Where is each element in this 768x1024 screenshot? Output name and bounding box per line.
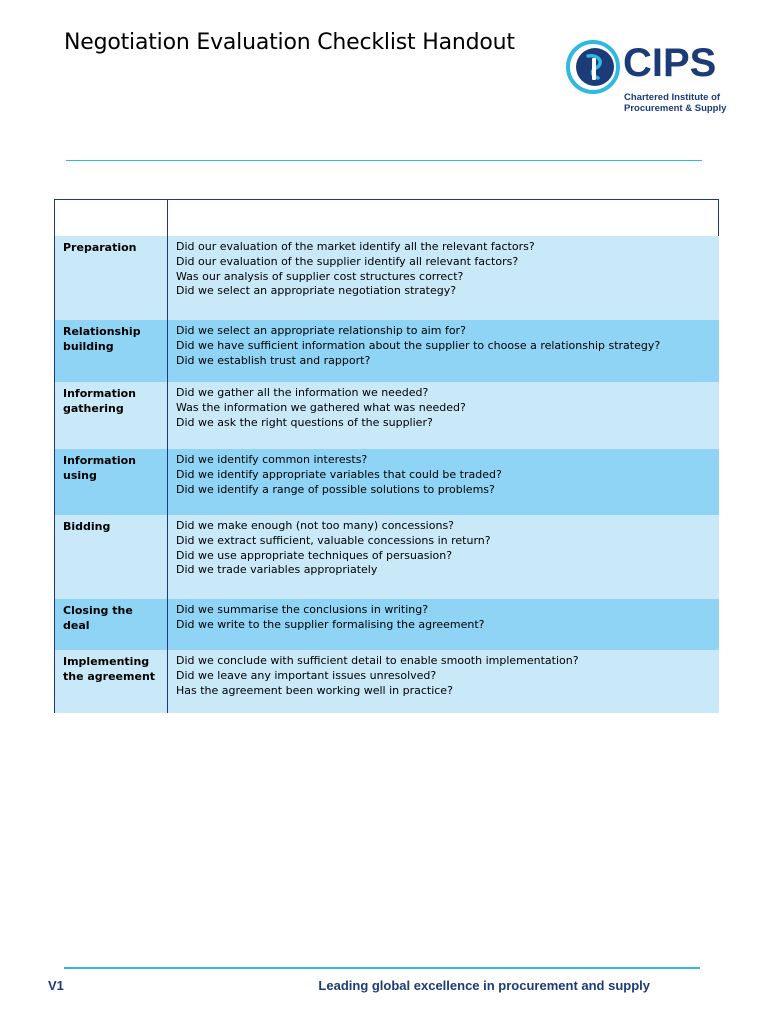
question-item: Did we conclude with sufficient detail to enable smooth implementation? <box>176 654 579 667</box>
stage-label: Preparation <box>55 236 168 320</box>
cips-wordmark: CIPS <box>623 41 717 85</box>
document-title: Negotiation Evaluation Checklist Handout <box>64 30 515 55</box>
stage-label: Implementing the agreement <box>55 650 168 713</box>
version-label: V1 <box>48 978 64 993</box>
question-list <box>168 382 719 449</box>
question-item: Did our evaluation of the supplier identify all relevant factors? <box>176 254 519 268</box>
question-list <box>168 449 719 515</box>
question-item: Did we use appropriate techniques of persuasion? <box>176 548 453 562</box>
question-item: Did we ask the right questions of the supplier? <box>176 415 433 429</box>
header-cell-questions <box>168 200 719 237</box>
question-item: Did we extract sufficient, valuable concessions in return? <box>176 533 491 547</box>
stage-label: Relationship building <box>55 320 168 382</box>
question-item: Did we select an appropriate negotiation strategy? <box>176 284 457 298</box>
cips-subtitle-line2: Procurement & Supply <box>624 103 727 114</box>
cips-logo <box>566 40 726 116</box>
question-item: Did we make enough (not too many) concessions? <box>176 519 455 532</box>
stage-label: Bidding <box>55 515 168 599</box>
header-divider <box>66 160 702 161</box>
question-item: Did we leave any important issues unresolved? <box>176 668 437 682</box>
table-row <box>55 515 719 599</box>
table-row <box>55 650 719 713</box>
footer-divider <box>64 967 700 969</box>
question-item: Has the agreement been working well in practice? <box>176 683 453 697</box>
cips-subtitle-line1: Chartered Institute of <box>624 92 721 103</box>
evaluation-checklist-table <box>54 199 719 713</box>
question-item: Did we gather all the information we needed? <box>176 386 429 399</box>
stage-label: Closing the deal <box>55 599 168 650</box>
table-row <box>55 320 719 382</box>
question-item: Did we identify appropriate variables that could be traded? <box>176 467 502 481</box>
question-item: Was our analysis of supplier cost structures correct? <box>176 269 464 283</box>
question-list <box>168 650 719 713</box>
stage-label: Information gathering <box>55 382 168 449</box>
table-row <box>55 382 719 449</box>
question-item: Did we summarise the conclusions in writing? <box>176 603 429 616</box>
header-cell-stage <box>55 200 168 237</box>
table-header-row <box>55 200 719 237</box>
question-item: Did we identify a range of possible solutions to problems? <box>176 482 495 496</box>
question-list <box>168 515 719 599</box>
table-row <box>55 599 719 650</box>
question-list <box>168 320 719 382</box>
cips-globe-icon <box>566 40 620 94</box>
question-item: Did we select an appropriate relationship to aim for? <box>176 324 466 337</box>
question-item: Did we establish trust and rapport? <box>176 353 371 367</box>
cips-subtitle <box>624 92 734 114</box>
question-list <box>168 599 719 650</box>
question-list <box>168 236 719 320</box>
question-item: Did we identify common interests? <box>176 453 368 466</box>
question-item: Did we write to the supplier formalising the agreement? <box>176 617 485 631</box>
table-row <box>55 236 719 320</box>
question-item: Did we trade variables appropriately <box>176 563 378 577</box>
question-item: Did our evaluation of the market identify all the relevant factors? <box>176 240 535 253</box>
stage-label: Information using <box>55 449 168 515</box>
footer-tagline: Leading global excellence in procurement and supply <box>318 978 650 993</box>
question-item: Was the information we gathered what was needed? <box>176 400 466 414</box>
question-item: Did we have sufficient information about the supplier to choose a relationship strategy? <box>176 338 661 352</box>
table-row <box>55 449 719 515</box>
